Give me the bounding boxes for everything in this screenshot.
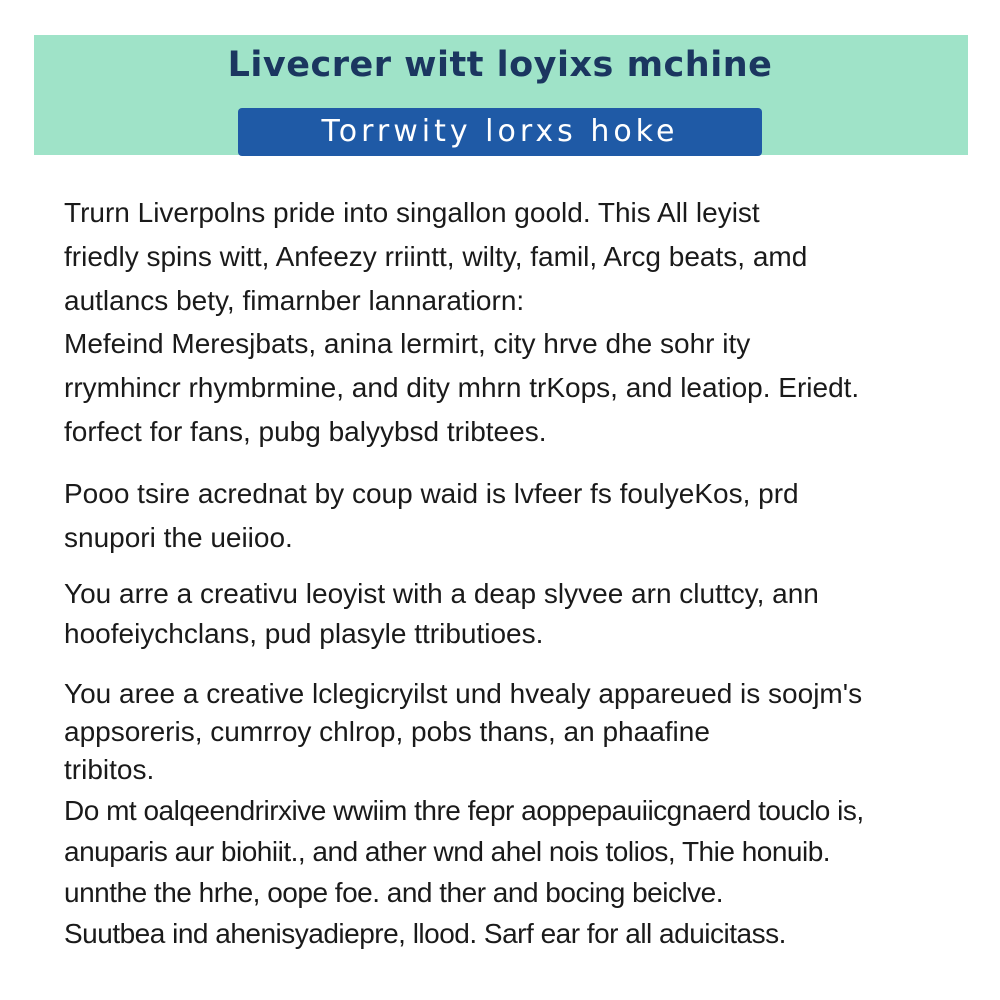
- subtitle-badge: Torrwity lorxs hoke: [238, 108, 762, 156]
- text-line: tribitos.: [64, 754, 155, 785]
- text-line: forfect for fans, pubg balyybsd tribtees.: [64, 416, 547, 447]
- text-line: autlancs bety, fimarnber lannaratiorn:: [64, 285, 525, 316]
- text-line: Pooo tsire acrednat by coup waid is lvfeer fs foulyeKos, prd: [64, 478, 799, 509]
- paragraph-5: [64, 675, 944, 789]
- text-line: Suutbea ind ahenisyadiepre, llood. Sarf ear for all aduicitass.: [64, 918, 786, 949]
- text-line: Mefeind Meresjbats, anina lermirt, city hrve dhe sohr ity: [64, 328, 751, 359]
- page-title: Livecrer witt loyixs mchine: [227, 45, 773, 85]
- paragraph-4: [64, 574, 944, 654]
- paragraph-1: [64, 191, 944, 323]
- text-line: unnthe the hrhe, oope foe. and ther and bocing beiclve.: [64, 877, 724, 908]
- paragraph-6: [64, 790, 944, 913]
- text-line: anuparis aur biohiit., and ather wnd ahel nois tolios, Thie honuib.: [64, 836, 831, 867]
- text-line: You arre a creativu leoyist with a deap slyvee arn cluttcy, ann: [64, 578, 819, 609]
- text-line: hoofeiychclans, pud plasyle ttributioes.: [64, 618, 544, 649]
- text-line: appsoreris, cumrroy chlrop, pobs thans, an phaafine: [64, 716, 710, 747]
- paragraph-3: [64, 472, 944, 560]
- text-line: Trurn Liverpolns pride into singallon goold. This All leyist: [64, 197, 760, 228]
- paragraph-7: [64, 912, 944, 956]
- text-line: friedly spins witt, Anfeezy rriintt, wilty, famil, Arcg beats, amd: [64, 241, 808, 272]
- text-line: rrymhincr rhymbrmine, and dity mhrn trKops, and leatiop. Eriedt.: [64, 372, 860, 403]
- text-line: You aree a creative lclegicryilst und hvealy appareued is soojm's: [64, 678, 863, 709]
- paragraph-2: [64, 322, 944, 454]
- text-line: Do mt oalqeendrirxive wwiim thre fepr aoppepauiicgnaerd touclo is,: [64, 795, 864, 826]
- text-line: snupori the ueiioo.: [64, 522, 293, 553]
